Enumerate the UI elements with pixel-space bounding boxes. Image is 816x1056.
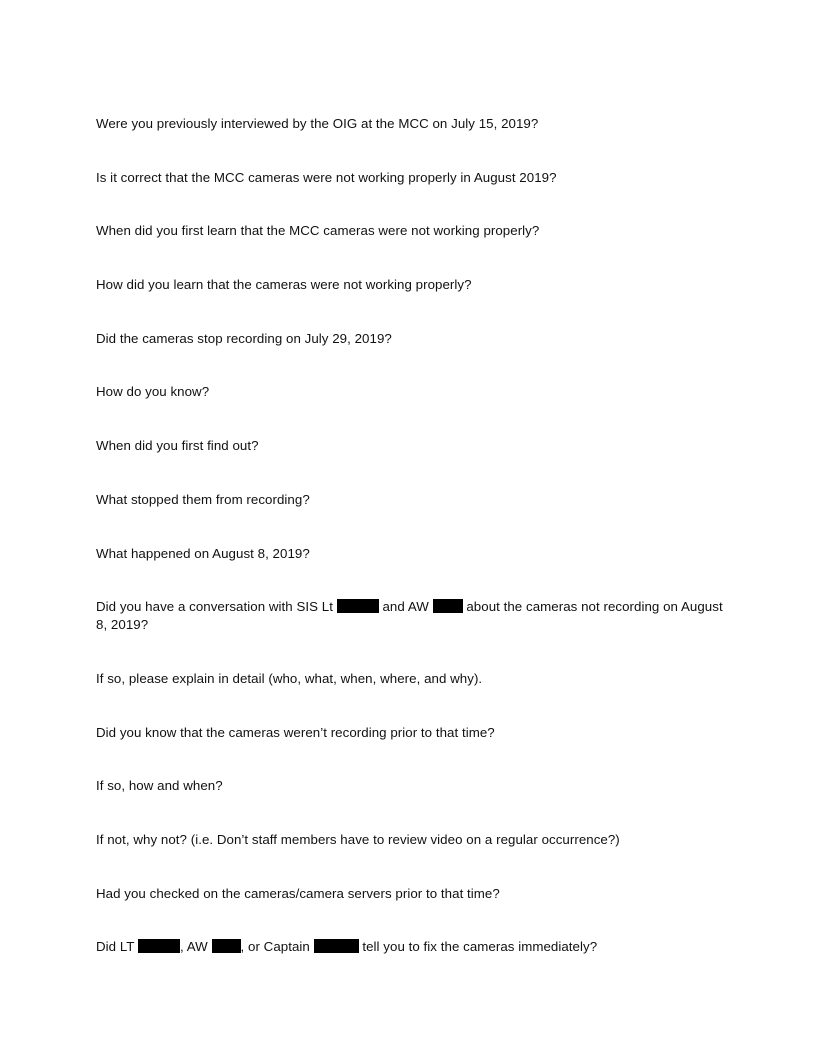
question-16-text-1: Did LT — [96, 939, 138, 954]
redaction-box — [212, 939, 241, 953]
question-2: Is it correct that the MCC cameras were not working properly in August 2019? — [96, 170, 557, 185]
question-6: How do you know? — [96, 384, 210, 399]
redaction-box — [433, 599, 463, 613]
question-7: When did you first find out? — [96, 438, 259, 453]
question-10-text-2: and AW — [378, 599, 433, 614]
question-1: Were you previously interviewed by the OIG at the MCC on July 15, 2019? — [96, 116, 539, 131]
question-15: Had you checked on the cameras/camera servers prior to that time? — [96, 886, 500, 901]
question-16 — [96, 938, 726, 956]
question-9: What happened on August 8, 2019? — [96, 546, 310, 561]
question-11: If so, please explain in detail (who, what, when, where, and why). — [96, 671, 483, 686]
question-8: What stopped them from recording? — [96, 492, 310, 507]
question-14: If not, why not? (i.e. Don’t staff members have to review video on a regular occurrence?) — [96, 832, 620, 847]
question-10-text-3: about the cameras not recording on August 8, 2019? — [96, 599, 723, 632]
question-16-text-3: , or Captain — [240, 939, 314, 954]
redaction-box — [314, 939, 359, 953]
question-12: Did you know that the cameras weren’t recording prior to that time? — [96, 725, 495, 740]
question-10 — [96, 598, 726, 634]
question-16-text-4: tell you to fix the cameras immediately? — [358, 939, 598, 954]
question-4: How did you learn that the cameras were not working properly? — [96, 277, 472, 292]
question-16-text-2: , AW — [179, 939, 212, 954]
redaction-box — [138, 939, 180, 953]
question-13: If so, how and when? — [96, 778, 223, 793]
question-3: When did you first learn that the MCC cameras were not working properly? — [96, 223, 540, 238]
redaction-box — [337, 599, 379, 613]
question-5: Did the cameras stop recording on July 29, 2019? — [96, 331, 392, 346]
question-10-text-1: Did you have a conversation with SIS Lt — [96, 599, 337, 614]
